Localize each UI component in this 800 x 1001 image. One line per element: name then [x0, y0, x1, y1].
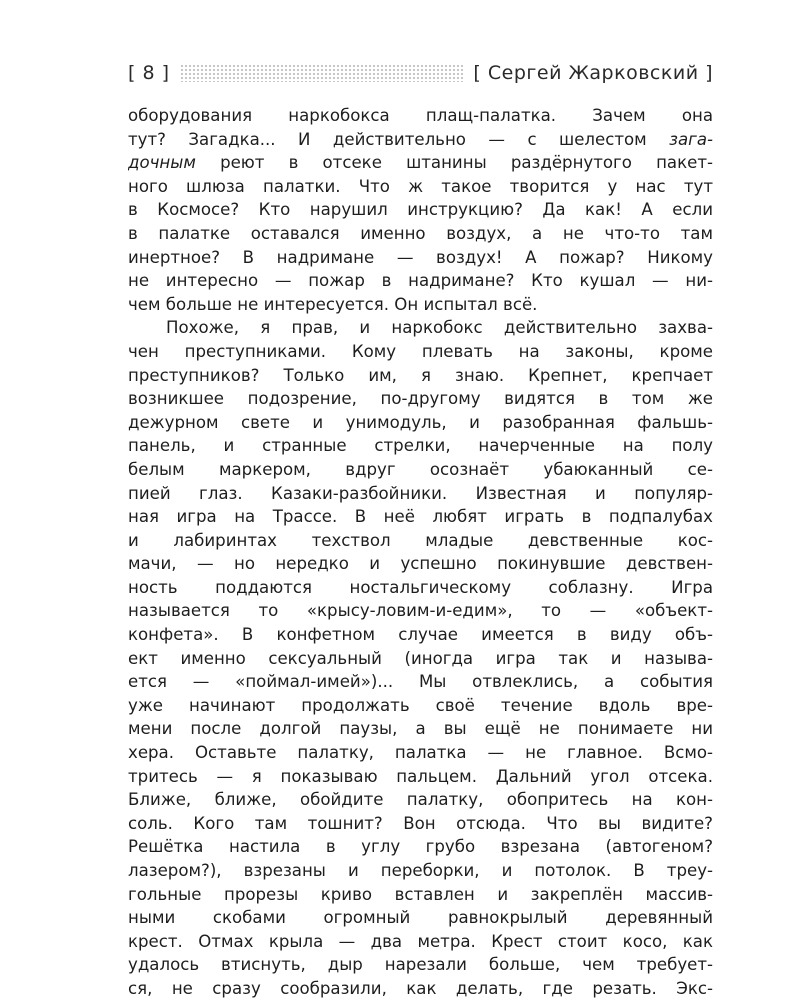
text-line: ность поддаются ностальгическому соблазну. Игра: [128, 577, 713, 597]
text-line: крест. Отмах крыла — два метра. Крест стоит косо, как: [128, 931, 713, 951]
text-line: конфета». В конфетном случае имеется в виду объ-: [128, 625, 713, 645]
text-line: в Космосе? Кто нарушил инструкцию? Да как! А если: [128, 200, 713, 220]
text-line: гольные прорезы криво вставлен и закреплён массив-: [128, 884, 713, 904]
text-span: тут? Загадка... И действительно — с шелестом: [128, 129, 647, 149]
text-line: удалось втиснуть, дыр нарезали больше, чем требует-: [128, 955, 713, 975]
book-page: [128, 58, 713, 1001]
text-line: Похоже, я прав, и наркобокс действительно захва-: [166, 318, 713, 338]
body-text: [128, 104, 713, 1001]
text-line: чем больше не интересуется. Он испытал всё.: [128, 294, 538, 314]
text-line: хера. Оставьте палатку, палатка — не главное. Всмо-: [128, 743, 713, 763]
running-title: [ Сергей Жарковский ]: [473, 62, 713, 84]
text-line: ект именно сексуальный (иногда игра так и называ-: [128, 648, 713, 668]
text-line: чен преступниками. Кому плевать на законы, кроме: [128, 341, 713, 361]
italic-word: зага-: [669, 129, 713, 149]
text-line: панель, и странные стрелки, начерченные на полу: [128, 436, 713, 456]
text-line: Решётка настила в углу грубо взрезана (автогеном?: [128, 837, 713, 857]
text-line: ными скобами огромный равнокрылый деревянный: [128, 908, 713, 928]
header-dotted-rule: [180, 64, 464, 82]
text-line: ная игра на Трассе. В неё любят играть в подпалубах: [128, 507, 713, 527]
text-line: мачи, — но нередко и успешно покинувшие девствен-: [128, 554, 713, 574]
text-line: ся, не сразу сообразили, как делать, где резать. Экс-: [128, 978, 713, 998]
text-line: белым маркером, вдруг осознаёт убаюканный се-: [128, 459, 713, 479]
text-line: и лабиринтах техствол младые девственные кос-: [128, 530, 713, 550]
text-line: тритесь — я показываю пальцем. Дальний угол отсека.: [128, 766, 713, 786]
italic-word: дочным: [128, 153, 196, 173]
text-line: пией глаз. Казаки-разбойники. Известная и популяр-: [128, 483, 713, 503]
text-line: преступников? Только им, я знаю. Крепнет, крепчает: [128, 365, 713, 385]
page-number: [ 8 ]: [128, 62, 170, 84]
text-line: мени после долгой паузы, а вы ещё не понимаете ни: [128, 719, 713, 739]
text-line: [128, 151, 713, 175]
text-line: инертное? В надримане — воздух! А пожар? Никому: [128, 247, 713, 267]
text-span: реют в отсеке штанины раздёрнутого пакет-: [220, 153, 713, 173]
text-line: уже начинают продолжать своё течение вдоль вре-: [128, 695, 713, 715]
text-line: [128, 128, 713, 152]
text-line: ется — «поймал-имей»)... Мы отвлеклись, а события: [128, 672, 713, 692]
text-line: в палатке оставался именно воздух, а не что-то там: [128, 223, 713, 243]
text-line: ного шлюза палатки. Что ж такое творится у нас тут: [128, 176, 713, 196]
text-line: возникшее подозрение, по-другому видятся в том же: [128, 389, 713, 409]
text-line: дежурном свете и унимодуль, и разобранная фальшь-: [128, 412, 713, 432]
text-line: лазером?), взрезаны и переборки, и потолок. В треу-: [128, 861, 713, 880]
text-line: оборудования наркобокса плащ-палатка. Зачем она: [128, 106, 713, 125]
text-line: соль. Кого там тошнит? Вон отсюда. Что вы видите?: [128, 813, 713, 833]
text-line: называется то «крысу-ловим-и-едим», то — «объект-: [128, 601, 713, 621]
text-line: Ближе, ближе, обойдите палатку, обопритесь на кон-: [128, 790, 713, 810]
text-line: не интересно — пожар в надримане? Кто кушал — ни-: [128, 271, 713, 291]
page-header: [128, 58, 713, 88]
